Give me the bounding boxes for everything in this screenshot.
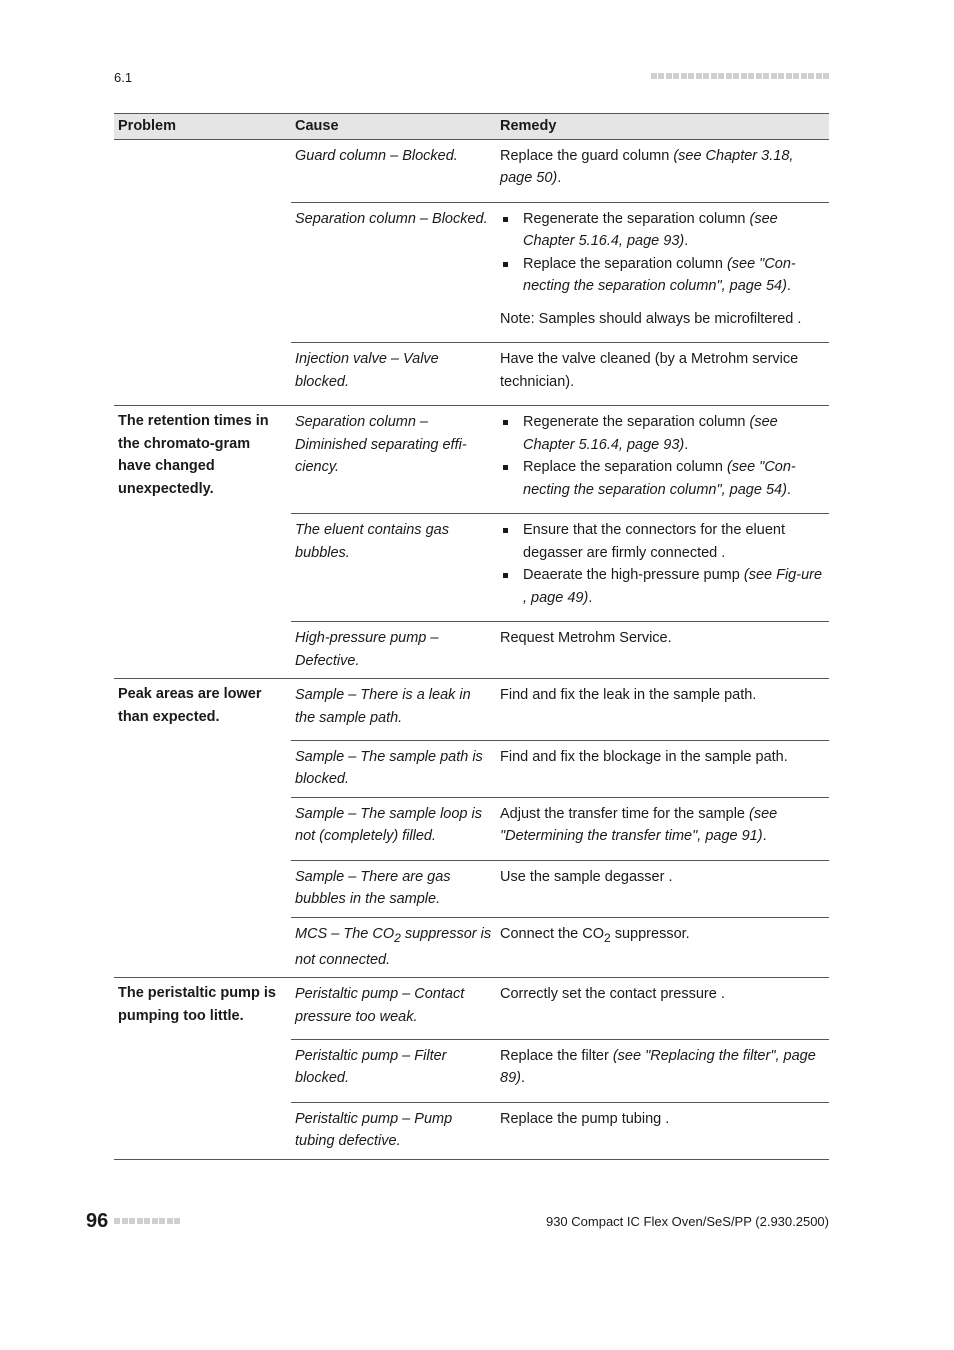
column-header-cause: Cause: [291, 114, 496, 140]
document-title: 930 Compact IC Flex Oven/SeS/PP (2.930.2500): [545, 1214, 829, 1229]
problem-cell: [114, 1039, 291, 1102]
cause-cell: Peristaltic pump – Filter blocked.: [291, 1039, 496, 1102]
cause-cell: The eluent contains gas bubbles.: [291, 514, 496, 622]
cause-cell: MCS – The $CO_2$ suppressor is not connected.: [291, 917, 496, 978]
page-number: 96: [86, 1210, 109, 1232]
problem-cell: [114, 343, 291, 406]
remedy-cell: [496, 202, 829, 343]
remedy-cell: Find and fix the leak in the sample path.: [496, 679, 829, 741]
cause-cell: Separation column – Blocked.: [291, 202, 496, 343]
cause-cell: Sample – The sample loop is not (completely) filled.: [291, 797, 496, 860]
problem-cell: [114, 202, 291, 343]
problem-cell: [114, 797, 291, 860]
remedy-cell: [496, 514, 829, 622]
cause-cell: Guard column – Blocked.: [291, 139, 496, 202]
problem-cell: [114, 139, 291, 202]
list-item: Ensure that the connectors for the eluent degasser are firmly connected .: [500, 519, 825, 564]
section-number: 6.1: [114, 70, 133, 85]
cause-cell: Sample – There are gas bubbles in the sample.: [291, 860, 496, 917]
remedy-note: Note: Samples should always be microfiltered .: [500, 310, 802, 327]
remedy-cell: Use the sample degasser .: [496, 860, 829, 917]
column-header-problem: Problem: [114, 114, 291, 140]
cause-cell: High-pressure pump – Defective.: [291, 622, 496, 679]
problem-cell: [114, 860, 291, 917]
remedy-cell: Find and fix the blockage in the sample path.: [496, 740, 829, 797]
list-item: Replace the separation column (see "Con-necting the separation column", page 54).: [500, 456, 825, 501]
cause-cell: Injection valve – Valve blocked.: [291, 343, 496, 406]
table-row: [114, 514, 829, 622]
table-row: [114, 797, 829, 860]
remedy-cell: Connect the $CO_2$ suppressor.: [496, 917, 829, 978]
remedy-list: [500, 208, 825, 298]
remedy-list: [500, 411, 825, 501]
remedy-cell: [496, 406, 829, 514]
table-row: [114, 978, 829, 1040]
table-header-row: [114, 114, 829, 140]
remedy-cell: Have the valve cleaned (by a Metrohm service technician).: [496, 343, 829, 406]
problem-cell: [114, 917, 291, 978]
problem-cell: The retention times in the chromato-gram have changed unexpectedly.: [118, 413, 269, 497]
cause-cell: Sample – The sample path is blocked.: [291, 740, 496, 797]
table-row: [114, 1102, 829, 1159]
table-row: [114, 679, 829, 741]
table-row: [114, 1039, 829, 1102]
remedy-cell: Request Metrohm Service.: [496, 622, 829, 679]
footer-decoration: [114, 1218, 180, 1224]
cause-cell: Separation column – Diminished separating effi-ciency.: [291, 406, 496, 514]
header-decoration: [649, 73, 829, 79]
remedy-list: [500, 519, 825, 609]
list-item: Deaerate the high-pressure pump (see Fig-ure , page 49).: [500, 564, 825, 609]
remedy-cell: Adjust the transfer time for the sample (see "Determining the transfer time", page 91).: [496, 797, 829, 860]
table-row: [114, 406, 829, 514]
column-header-remedy: Remedy: [496, 114, 829, 140]
problem-cell: The peristaltic pump is pumping too little.: [118, 985, 276, 1024]
cause-cell: Peristaltic pump – Contact pressure too weak.: [291, 978, 496, 1040]
table-row: [114, 740, 829, 797]
table-row: [114, 622, 829, 679]
list-item: Regenerate the separation column (see Chapter 5.16.4, page 93).: [500, 411, 825, 456]
table-row: [114, 343, 829, 406]
table-row: [114, 139, 829, 202]
problem-cell: [114, 622, 291, 679]
problem-cell: [114, 740, 291, 797]
remedy-cell: Replace the filter (see "Replacing the filter", page 89).: [496, 1039, 829, 1102]
cause-cell: Peristaltic pump – Pump tubing defective.: [291, 1102, 496, 1159]
list-item: Replace the separation column (see "Con-necting the separation column", page 54).: [500, 253, 825, 298]
remedy-cell: Replace the guard column (see Chapter 3.18, page 50).: [496, 139, 829, 202]
problem-cell: [114, 1102, 291, 1159]
problem-cell: Peak areas are lower than expected.: [118, 686, 262, 725]
table-row: [114, 860, 829, 917]
remedy-cell: Correctly set the contact pressure .: [496, 978, 829, 1040]
troubleshooting-table: [114, 113, 829, 1160]
remedy-cell: Replace the pump tubing .: [496, 1102, 829, 1159]
list-item: Regenerate the separation column (see Chapter 5.16.4, page 93).: [500, 208, 825, 253]
table-row: [114, 917, 829, 978]
cause-cell: Sample – There is a leak in the sample path.: [291, 679, 496, 741]
table-row: [114, 202, 829, 343]
problem-cell: [114, 514, 291, 622]
